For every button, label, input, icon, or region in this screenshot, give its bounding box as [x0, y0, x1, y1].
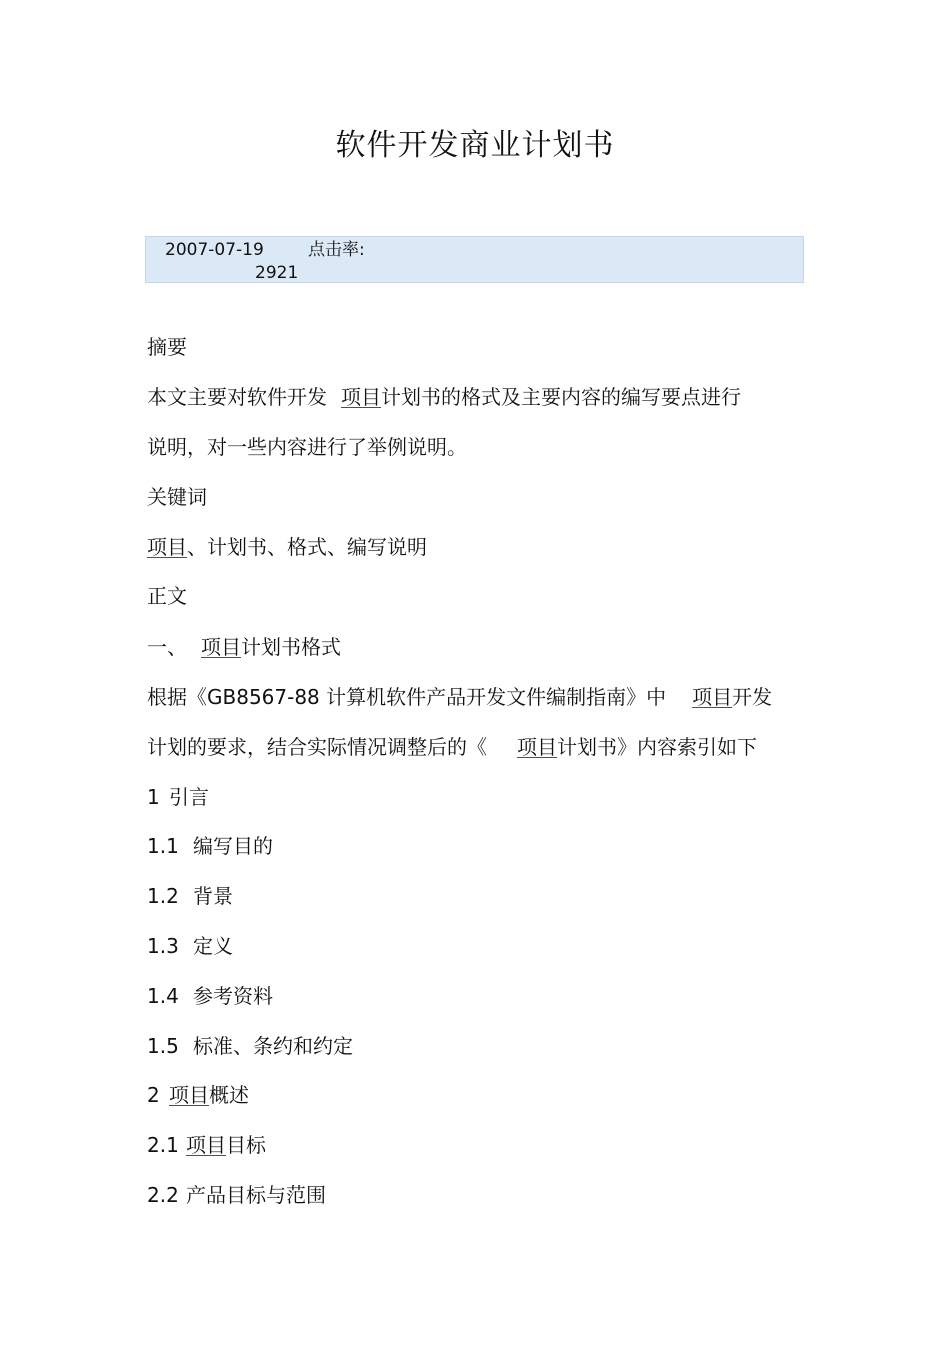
paragraph-text: 计划书》内容索引如下 [557, 735, 757, 759]
toc-text: 产品目标与范围 [186, 1183, 326, 1207]
toc-item [147, 882, 233, 910]
hits-count: 2921 [255, 263, 299, 283]
keywords-line [147, 533, 427, 561]
toc-text: 参考资料 [193, 984, 273, 1008]
publish-date: 2007-07-19 [165, 240, 264, 260]
abstract-line-2: 说明，对一些内容进行了举例说明。 [147, 435, 467, 459]
toc-number: 2.1 [147, 1133, 179, 1157]
project-link[interactable]: 项目 [186, 1133, 226, 1157]
toc-text: 引言 [169, 785, 209, 809]
section-number: 一、 [147, 635, 187, 659]
project-link[interactable]: 项目 [692, 685, 733, 709]
body-heading: 正文 [147, 584, 187, 608]
toc-text: 概述 [209, 1083, 249, 1107]
section-1-heading [147, 633, 341, 661]
abstract-text: 计划书的格式及主要内容的编写要点进行 [381, 385, 741, 409]
keywords-heading: 关键词 [147, 485, 207, 509]
toc-item [147, 1032, 353, 1060]
project-link[interactable]: 项目 [169, 1083, 209, 1107]
toc-item [147, 932, 233, 960]
project-link[interactable]: 项目 [341, 385, 381, 409]
toc-item [147, 982, 273, 1010]
project-link[interactable]: 项目 [147, 535, 187, 559]
toc-item [147, 1081, 249, 1109]
toc-text: 标准、条约和约定 [193, 1034, 353, 1058]
abstract-line-1 [147, 383, 741, 411]
paragraph-line-2 [147, 733, 757, 761]
abstract-heading: 摘要 [147, 335, 187, 359]
paragraph-line-1 [147, 683, 772, 711]
toc-text: 定义 [193, 934, 233, 958]
hits-label: 点击率: [308, 240, 365, 260]
toc-number: 2.2 [147, 1183, 179, 1207]
toc-number: 1 [147, 785, 160, 809]
toc-number: 1.1 [147, 834, 179, 858]
toc-item [147, 1181, 326, 1209]
keywords-text: 、计划书、格式、编写说明 [187, 535, 427, 559]
toc-text: 编写目的 [193, 834, 273, 858]
toc-number: 1.4 [147, 984, 179, 1008]
section-title: 计划书格式 [241, 635, 341, 659]
paragraph-text: 根据《GB8567-88 计算机软件产品开发文件编制指南》中 [147, 685, 667, 709]
toc-text: 目标 [226, 1133, 266, 1157]
project-link[interactable]: 项目 [517, 735, 557, 759]
toc-number: 2 [147, 1083, 160, 1107]
abstract-text: 本文主要对软件开发 [147, 385, 327, 409]
toc-number: 1.5 [147, 1034, 179, 1058]
toc-text: 背景 [193, 884, 233, 908]
toc-item [147, 832, 273, 860]
article-meta-box [145, 236, 804, 283]
document-title: 软件开发商业计划书 [335, 128, 615, 163]
paragraph-text: 计划的要求，结合实际情况调整后的《 [147, 735, 487, 759]
project-link[interactable]: 项目 [201, 635, 241, 659]
toc-number: 1.2 [147, 884, 179, 908]
toc-number: 1.3 [147, 934, 179, 958]
toc-item [147, 1131, 266, 1159]
paragraph-text: 开发 [732, 685, 773, 709]
toc-item [147, 783, 209, 811]
